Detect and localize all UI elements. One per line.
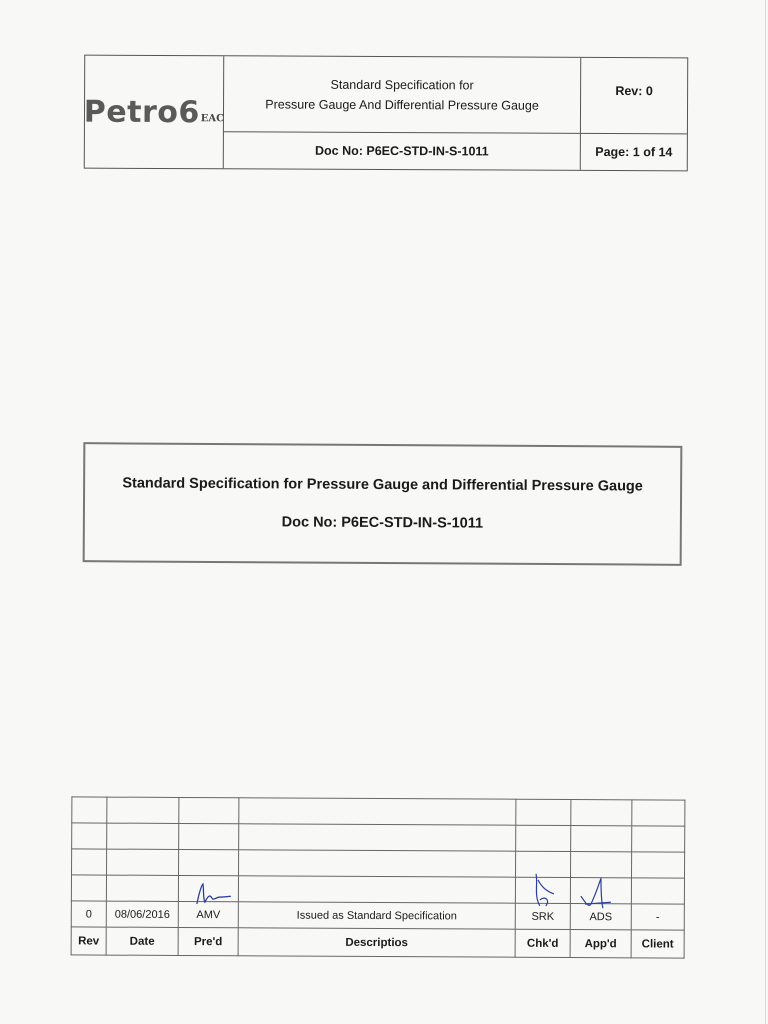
approved-text: ADS: [589, 910, 613, 923]
doc-number-cell: Doc No: P6EC-STD-IN-S-1011: [224, 132, 581, 170]
prepared-text: AMV: [196, 908, 221, 921]
date-value: 08/06/2016: [106, 901, 178, 927]
company-logo: [84, 94, 224, 130]
revision-header-row: [71, 927, 684, 958]
document-number: Doc No: P6EC-STD-IN-S-1011: [281, 514, 484, 532]
checked-value: [515, 903, 570, 929]
logo-sub-text: EAC: [200, 112, 225, 124]
blank-row: [72, 849, 685, 878]
blank-row: [72, 797, 685, 826]
client-header: Client: [631, 930, 684, 958]
page-edge: [765, 0, 766, 1024]
date-header: Date: [106, 927, 178, 955]
prepared-value: [178, 901, 238, 927]
title-box: [83, 442, 683, 566]
approved-value: [570, 904, 631, 930]
page-number-cell: Page: 1 of 14: [595, 144, 673, 160]
approved-header: App'd: [570, 930, 631, 958]
checked-text: SRK: [531, 910, 555, 923]
description-header: Descriptios: [238, 928, 515, 957]
logo-cell: [85, 56, 224, 169]
revision-table: [71, 796, 686, 958]
logo-main-text: Petro6: [83, 94, 200, 130]
client-value: -: [631, 904, 684, 930]
rev-header: Rev: [71, 927, 106, 955]
description-value: Issued as Standard Specification: [238, 902, 515, 929]
blank-row: [71, 875, 684, 904]
document-header: [84, 55, 688, 172]
prepared-header: Pre'd: [178, 927, 238, 955]
document-title: Standard Specification for Pressure Gauge and Differential Pressure Gauge: [122, 475, 643, 495]
checked-header: Chk'd: [515, 929, 570, 957]
spec-title-line1: Standard Specification for: [330, 77, 474, 92]
rev-value: 0: [71, 901, 106, 927]
revision-row: [71, 901, 684, 930]
blank-row: [72, 823, 685, 852]
spec-title-line2: Pressure Gauge And Differential Pressure Gauge: [265, 96, 539, 113]
rev-cell: Rev: 0: [581, 58, 687, 134]
spec-title-cell: [224, 56, 581, 134]
